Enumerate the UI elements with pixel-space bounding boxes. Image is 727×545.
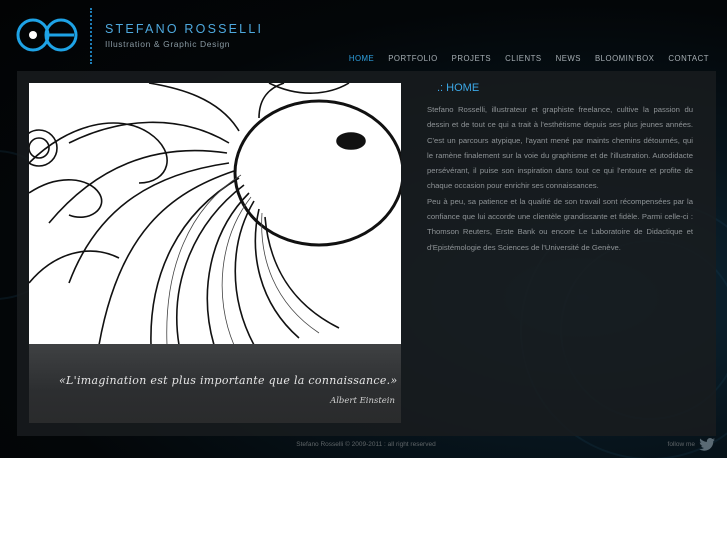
- nav-projets[interactable]: PROJETS: [451, 54, 492, 63]
- intro-paragraph: Stefano Rosselli, illustrateur et graphiste freelance, cultive la passion du dessin et de tout ce qui a trait à l'esthétisme depuis ses plus jeunes années. C'est un parcours atypique, l'ayant mené par maints chemins détournés, qui le ramène finalement sur la voie du graphisme et de l'illustration. Autodidacte persévérant, il puise son inspiration dans tout ce qui l'entoure et profite de chaque occasion pour enrichir ses connaissances.: [427, 105, 693, 191]
- nav-portfolio[interactable]: PORTFOLIO: [388, 54, 438, 63]
- follow-me-link[interactable]: [668, 438, 715, 451]
- follow-label[interactable]: follow me: [667, 441, 695, 448]
- brand-tagline: Illustration & Graphic Design: [105, 39, 231, 49]
- nav-home[interactable]: HOME: [348, 54, 375, 63]
- quote-author: Albert Einstein: [330, 396, 395, 406]
- sr-logo-icon[interactable]: [16, 16, 80, 54]
- swirl-illustration: [29, 83, 401, 345]
- nav-clients[interactable]: CLIENTS: [505, 54, 542, 63]
- nav-contact[interactable]: CONTACT: [668, 54, 709, 63]
- intro-paragraph: Peu à peu, sa patience et la qualité de son travail sont récompensées par la confiance que lui accorde une clientèle grandissante et fidèle. Parmi celle-ci : Thomson Reuters, Erste Bank ou encore Le Laboratoire de Didactique et d'Epistémologie des Sciences de l'Université de Genève.: [427, 196, 693, 252]
- section-title: .: HOME: [437, 82, 480, 94]
- twitter-bird-icon[interactable]: [699, 438, 715, 451]
- intro-text: [427, 102, 693, 255]
- brand-name[interactable]: STEFANO ROSSELLI: [105, 22, 264, 36]
- nav-bloominbox[interactable]: BLOOMIN'BOX: [594, 54, 655, 63]
- content-panel: [17, 71, 716, 436]
- quote-banner: [29, 344, 401, 423]
- logo-divider: [90, 8, 92, 64]
- footer-copyright: Stefano Rosselli © 2009-2011 : all right reserved: [296, 441, 436, 448]
- main-nav: [342, 54, 716, 63]
- nav-news[interactable]: NEWS: [555, 54, 581, 63]
- featured-artwork: [29, 83, 401, 423]
- quote-text: «L'imagination est plus importante que la connaissance.»: [59, 374, 398, 387]
